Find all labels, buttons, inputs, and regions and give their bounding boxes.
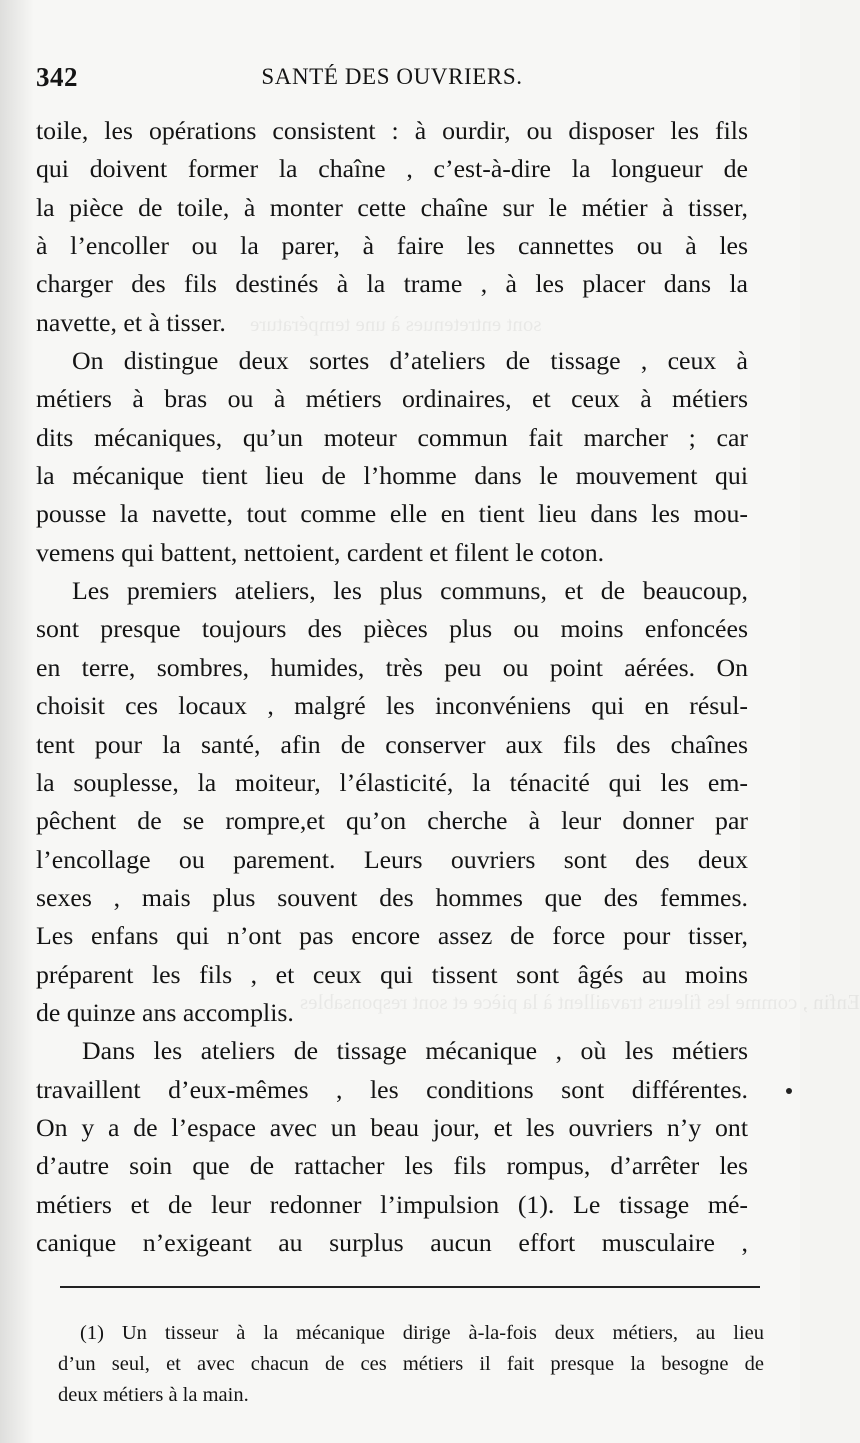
- text-line: toile, les opérations consistent : à ourdir, ou disposer les fils: [36, 116, 748, 145]
- footnote-rule: [60, 1286, 760, 1288]
- text-line: l’encollage ou parement. Leurs ouvriers sont des deux: [36, 844, 748, 874]
- text-line: charger des fils destinés à la trame , à les placer dans la: [36, 269, 748, 299]
- text-line: la souplesse, la moiteur, l’élasticité, la ténacité qui les em-: [36, 767, 748, 797]
- page-header: [36, 62, 748, 102]
- text-line: On distingue deux sortes d’ateliers de tissage , ceux à: [72, 346, 748, 376]
- text-line: Les premiers ateliers, les plus communs, et de beaucoup,: [72, 576, 748, 606]
- text-line: choisit ces locaux , malgré les inconvéniens qui en résul-: [36, 691, 748, 721]
- text-line: préparent les fils , et ceux qui tissent sont âgés au moins: [36, 959, 748, 989]
- paragraph-2: [36, 342, 748, 572]
- text-line: tent pour la santé, afin de conserver aux fils des chaînes: [36, 729, 748, 759]
- text-line: métiers à bras ou à métiers ordinaires, et ceux à métiers: [36, 384, 748, 414]
- text-line: sexes , mais plus souvent des hommes que des femmes.: [36, 882, 748, 912]
- text-line: sont presque toujours des pièces plus ou moins enfoncées: [36, 614, 748, 644]
- text-line: Les enfans qui n’ont pas encore assez de force pour tisser,: [36, 921, 748, 951]
- footnote-line: d’un seul, et avec chacun de ces métiers il fait presque la besogne de: [58, 1353, 764, 1375]
- text-line: métiers et de leur redonner l’impulsion (1). Le tissage mé-: [36, 1189, 748, 1219]
- text-line: On y a de l’espace avec un beau jour, et les ouvriers n’y ont: [36, 1112, 748, 1142]
- footnote-line: deux métiers à la main.: [58, 1384, 249, 1406]
- running-title: SANTÉ DES OUVRIERS.: [261, 64, 523, 89]
- paragraph-3: [36, 572, 748, 1032]
- text-line: navette, et à tisser.: [36, 307, 226, 337]
- text-line: vemens qui battent, nettoient, cardent et filent le coton.: [36, 537, 605, 567]
- footnote-line: (1) Un tisseur à la mécanique dirige à-la-fois deux métiers, au lieu: [80, 1322, 764, 1344]
- text-line: pousse la navette, tout comme elle en tient lieu dans les mou-: [36, 499, 748, 529]
- show-through-texture: Enfin , comme les fileurs travaillent à la pièce et sont responsables: [300, 990, 860, 1014]
- text-line: dits mécaniques, qu’un moteur commun fait marcher ; car: [36, 422, 748, 452]
- text-line: Dans les ateliers de tissage mécanique , où les métiers: [82, 1036, 748, 1066]
- main-text: [36, 112, 748, 1262]
- text-line: qui doivent former la chaîne , c’est-à-dire la longueur de: [36, 154, 748, 184]
- page-number: 342: [36, 62, 78, 92]
- ink-speck: [786, 1088, 792, 1094]
- text-line: en terre, sombres, humides, très peu ou point aérées. On: [36, 652, 748, 682]
- text-line: la pièce de toile, à monter cette chaîne sur le métier à tisser,: [36, 192, 748, 222]
- footnote: [58, 1318, 764, 1411]
- text-line: pêchent de se rompre,et qu’on cherche à leur donner par: [36, 806, 748, 836]
- paragraph-1: [36, 112, 748, 342]
- text-line: travaillent d’eux-mêmes , les conditions sont différentes.: [36, 1074, 748, 1104]
- text-line: de quinze ans accomplis.: [36, 997, 294, 1027]
- paragraph-4: [36, 1032, 748, 1262]
- text-line: à l’encoller ou la parer, à faire les cannettes ou à les: [36, 231, 748, 261]
- spine-shadow: [0, 0, 34, 1443]
- text-line: canique n’exigeant au surplus aucun effort musculaire ,: [36, 1227, 748, 1257]
- text-line: la mécanique tient lieu de l’homme dans le mouvement qui: [36, 461, 748, 491]
- show-through-texture: sont entretenues à une température: [250, 312, 542, 336]
- text-line: d’autre soin que de rattacher les fils rompus, d’arrêter les: [36, 1151, 748, 1181]
